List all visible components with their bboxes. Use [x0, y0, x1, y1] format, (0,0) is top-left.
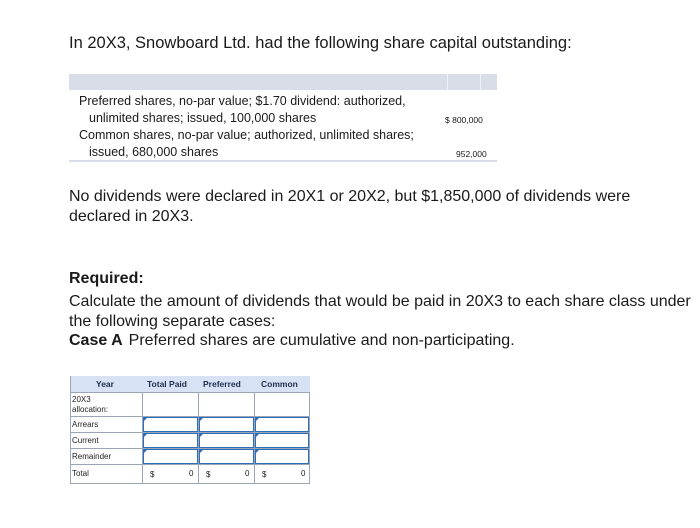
case-text: Preferred shares are cumulative and non-participating.	[128, 332, 515, 349]
current-preferred-input[interactable]	[199, 433, 254, 448]
current-total-paid-input[interactable]	[143, 433, 198, 448]
row-alloc-label: allocation:	[72, 405, 109, 414]
required-text: Calculate the amount of dividends that would be paid in 20X3 to each share class under the following separate cases:	[69, 293, 691, 330]
header-year: Year	[96, 379, 114, 389]
total-common-dollar: $	[262, 470, 267, 479]
remainder-common-input[interactable]	[255, 449, 309, 464]
common-description-line1: Common shares, no-par value; authorized, unlimited shares;	[79, 128, 414, 142]
row-alloc-year: 20X3	[72, 395, 91, 404]
total-preferred-value: 0	[245, 469, 250, 478]
total-common-value: 0	[301, 469, 306, 478]
row-remainder-label: Remainder	[72, 452, 112, 461]
intro-text: In 20X3, Snowboard Ltd. had the following share capital outstanding:	[69, 34, 572, 52]
arrears-common-input[interactable]	[255, 417, 309, 432]
case-a	[69, 332, 515, 350]
preferred-description-line2: unlimited shares; issued, 100,000 shares	[89, 111, 317, 125]
dividend-paragraph: No dividends were declared in 20X1 or 20X2, but $1,850,000 of dividends were declared in 20X3.	[69, 188, 631, 225]
preferred-description-line1: Preferred shares, no-par value; $1.70 dividend: authorized,	[79, 94, 406, 108]
required-heading: Required:	[69, 270, 144, 287]
dividend-allocation-table	[70, 376, 310, 484]
row-arrears-label: Arrears	[72, 420, 99, 429]
common-amount: 952,000	[456, 149, 487, 159]
arrears-preferred-input[interactable]	[199, 417, 254, 432]
common-description-line2: issued, 680,000 shares	[89, 145, 219, 159]
remainder-total-paid-input[interactable]	[143, 449, 198, 464]
row-current-label: Current	[72, 436, 99, 445]
capital-header-bar	[69, 74, 497, 90]
row-total-label: Total	[72, 469, 89, 478]
total-preferred-dollar: $	[206, 470, 211, 479]
share-capital-table	[69, 74, 497, 164]
header-preferred: Preferred	[203, 379, 241, 389]
current-common-input[interactable]	[255, 433, 309, 448]
arrears-total-paid-input[interactable]	[143, 417, 198, 432]
header-total-paid: Total Paid	[147, 379, 187, 389]
preferred-amount: $ 800,000	[445, 115, 483, 125]
total-paid-value: 0	[189, 469, 194, 478]
header-common: Common	[261, 379, 298, 389]
total-paid-dollar: $	[150, 470, 155, 479]
case-label: Case A	[69, 332, 123, 349]
remainder-preferred-input[interactable]	[199, 449, 254, 464]
